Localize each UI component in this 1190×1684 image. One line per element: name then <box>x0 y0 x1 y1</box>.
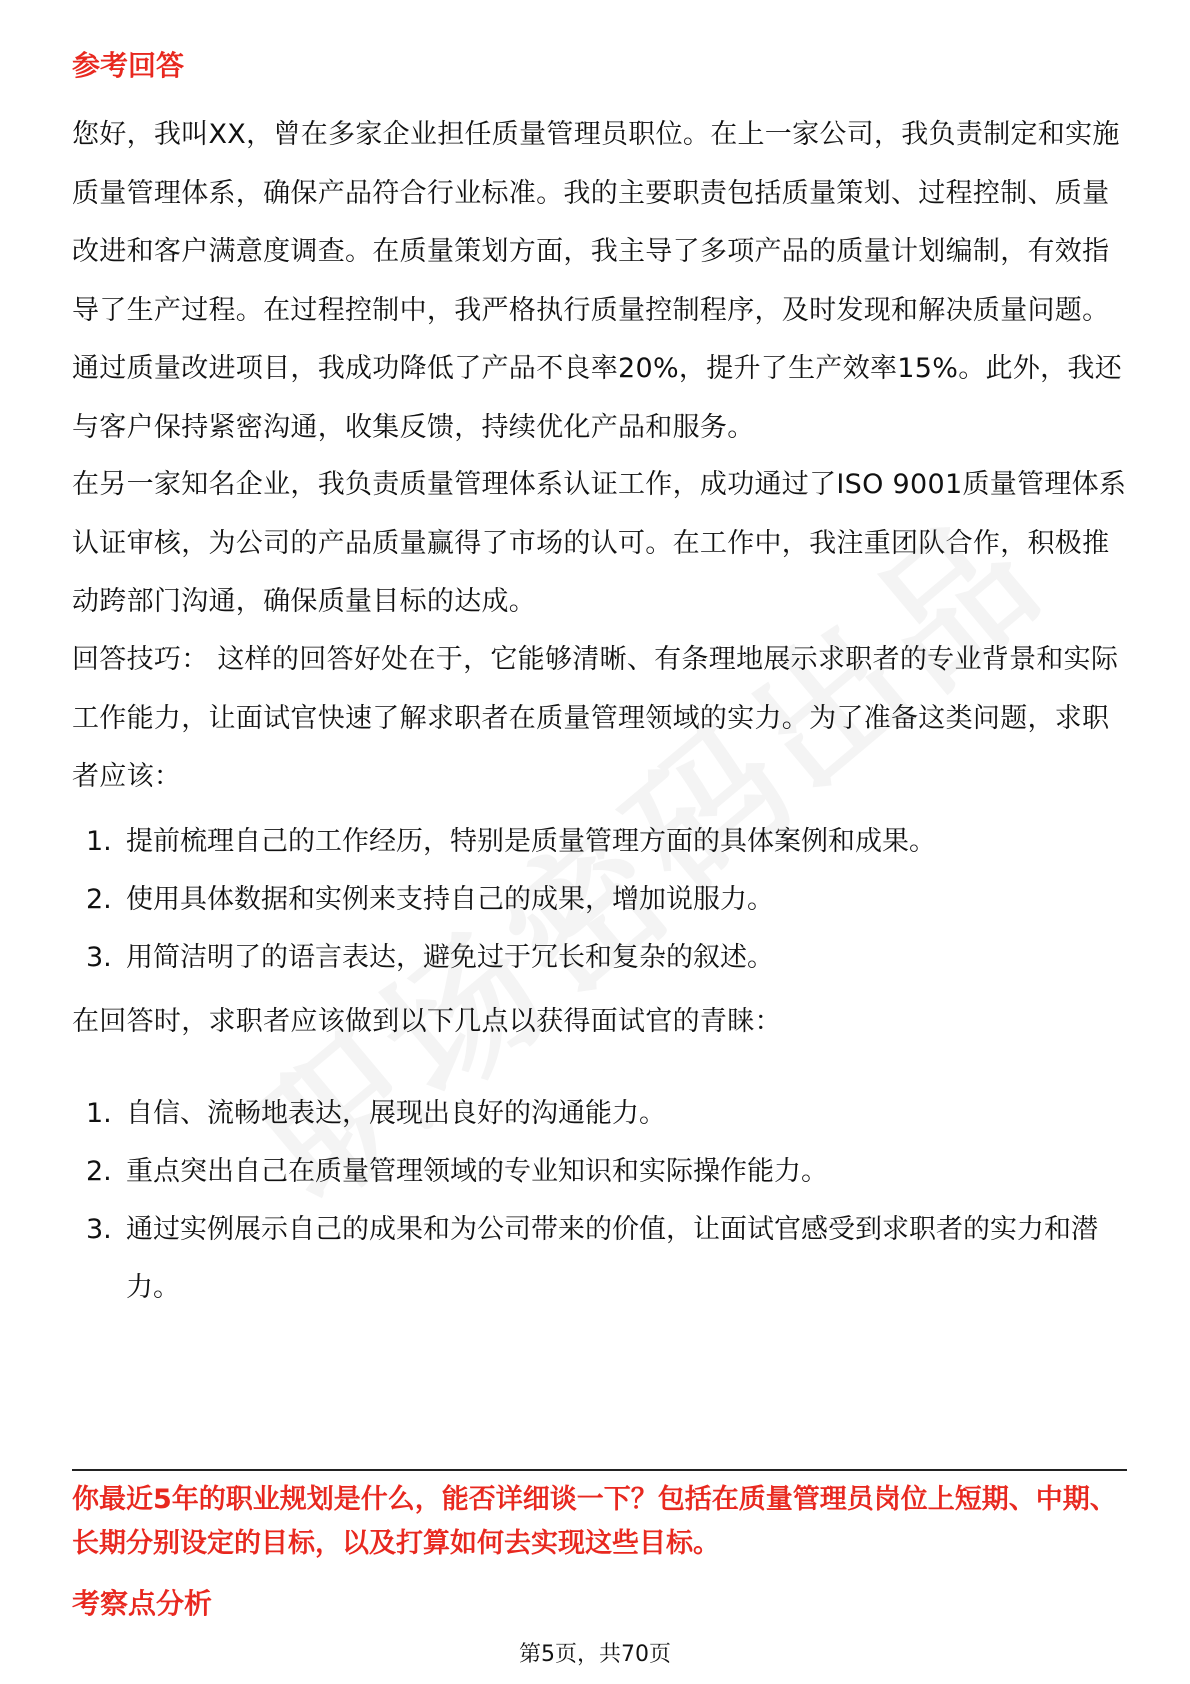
page-footer: 第5页，共70页 <box>519 1642 671 1667</box>
list-text: 通过实例展示自己的成果和为公司带来的价值，让面试官感受到求职者的实力和潜力。 <box>126 1214 1098 1303</box>
list-item <box>72 871 1127 929</box>
list-text: 提前梳理自己的工作经历，特别是质量管理方面的具体案例和成果。 <box>126 826 936 857</box>
list-item <box>72 929 1127 987</box>
heading-reference-answer: 参考回答 <box>72 49 185 82</box>
list-item <box>72 1085 1127 1143</box>
list-item <box>72 813 1127 871</box>
answer-paragraph-4: 在回答时，求职者应该做到以下几点以获得面试官的青睐： <box>72 1006 782 1037</box>
preparation-list <box>72 813 1127 987</box>
answer-paragraph-1: 您好，我叫XX，曾在多家企业担任质量管理员职位。在上一家公司，我负责制定和实施质量管理体系，确保产品符合行业标准。我的主要职责包括质量策划、过程控制、质量改进和客户满意度调查。在质量策划方面，我主导了多项产品的质量计划编制，有效指导了生产过程。在过程控制中，我严格执行质量控制程序，及时发现和解决质量问题。通过质量改进项目，我成功降低了产品不良率20%，提升了生产效率15%。此外，我还与客户保持紧密沟通，收集反馈，持续优化产品和服务。 <box>72 119 1123 443</box>
list-number: 1. <box>86 826 112 857</box>
list-number: 2. <box>86 1156 112 1187</box>
list-text: 使用具体数据和实例来支持自己的成果，增加说服力。 <box>126 884 774 915</box>
answer-tips-list <box>72 1085 1127 1317</box>
list-number: 3. <box>86 942 112 973</box>
list-item <box>72 1143 1127 1201</box>
list-text: 自信、流畅地表达，展现出良好的沟通能力。 <box>126 1098 666 1129</box>
interview-question: 你最近5年的职业规划是什么，能否详细谈一下？包括在质量管理员岗位上短期、中期、长期分别设定的目标，以及打算如何去实现这些目标。 <box>72 1484 1117 1559</box>
list-item <box>72 1201 1127 1317</box>
answer-tips-paragraph: 回答技巧： 这样的回答好处在于，它能够清晰、有条理地展示求职者的专业背景和实际工作能力，让面试官快速了解求职者在质量管理领域的实力。为了准备这类问题，求职者应该： <box>72 644 1119 792</box>
list-number: 3. <box>86 1214 112 1245</box>
list-text: 用简洁明了的语言表达，避免过于冗长和复杂的叙述。 <box>126 942 774 973</box>
list-text: 重点突出自己在质量管理领域的专业知识和实际操作能力。 <box>126 1156 828 1187</box>
list-number: 2. <box>86 884 112 915</box>
list-number: 1. <box>86 1098 112 1129</box>
heading-analysis: 考察点分析 <box>72 1587 213 1620</box>
section-divider <box>72 1469 1127 1471</box>
answer-paragraph-2: 在另一家知名企业，我负责质量管理体系认证工作，成功通过了ISO 9001质量管理体系认证审核，为公司的产品质量赢得了市场的认可。在工作中，我注重团队合作，积极推动跨部门沟通，确保质量目标的达成。 <box>72 469 1127 617</box>
